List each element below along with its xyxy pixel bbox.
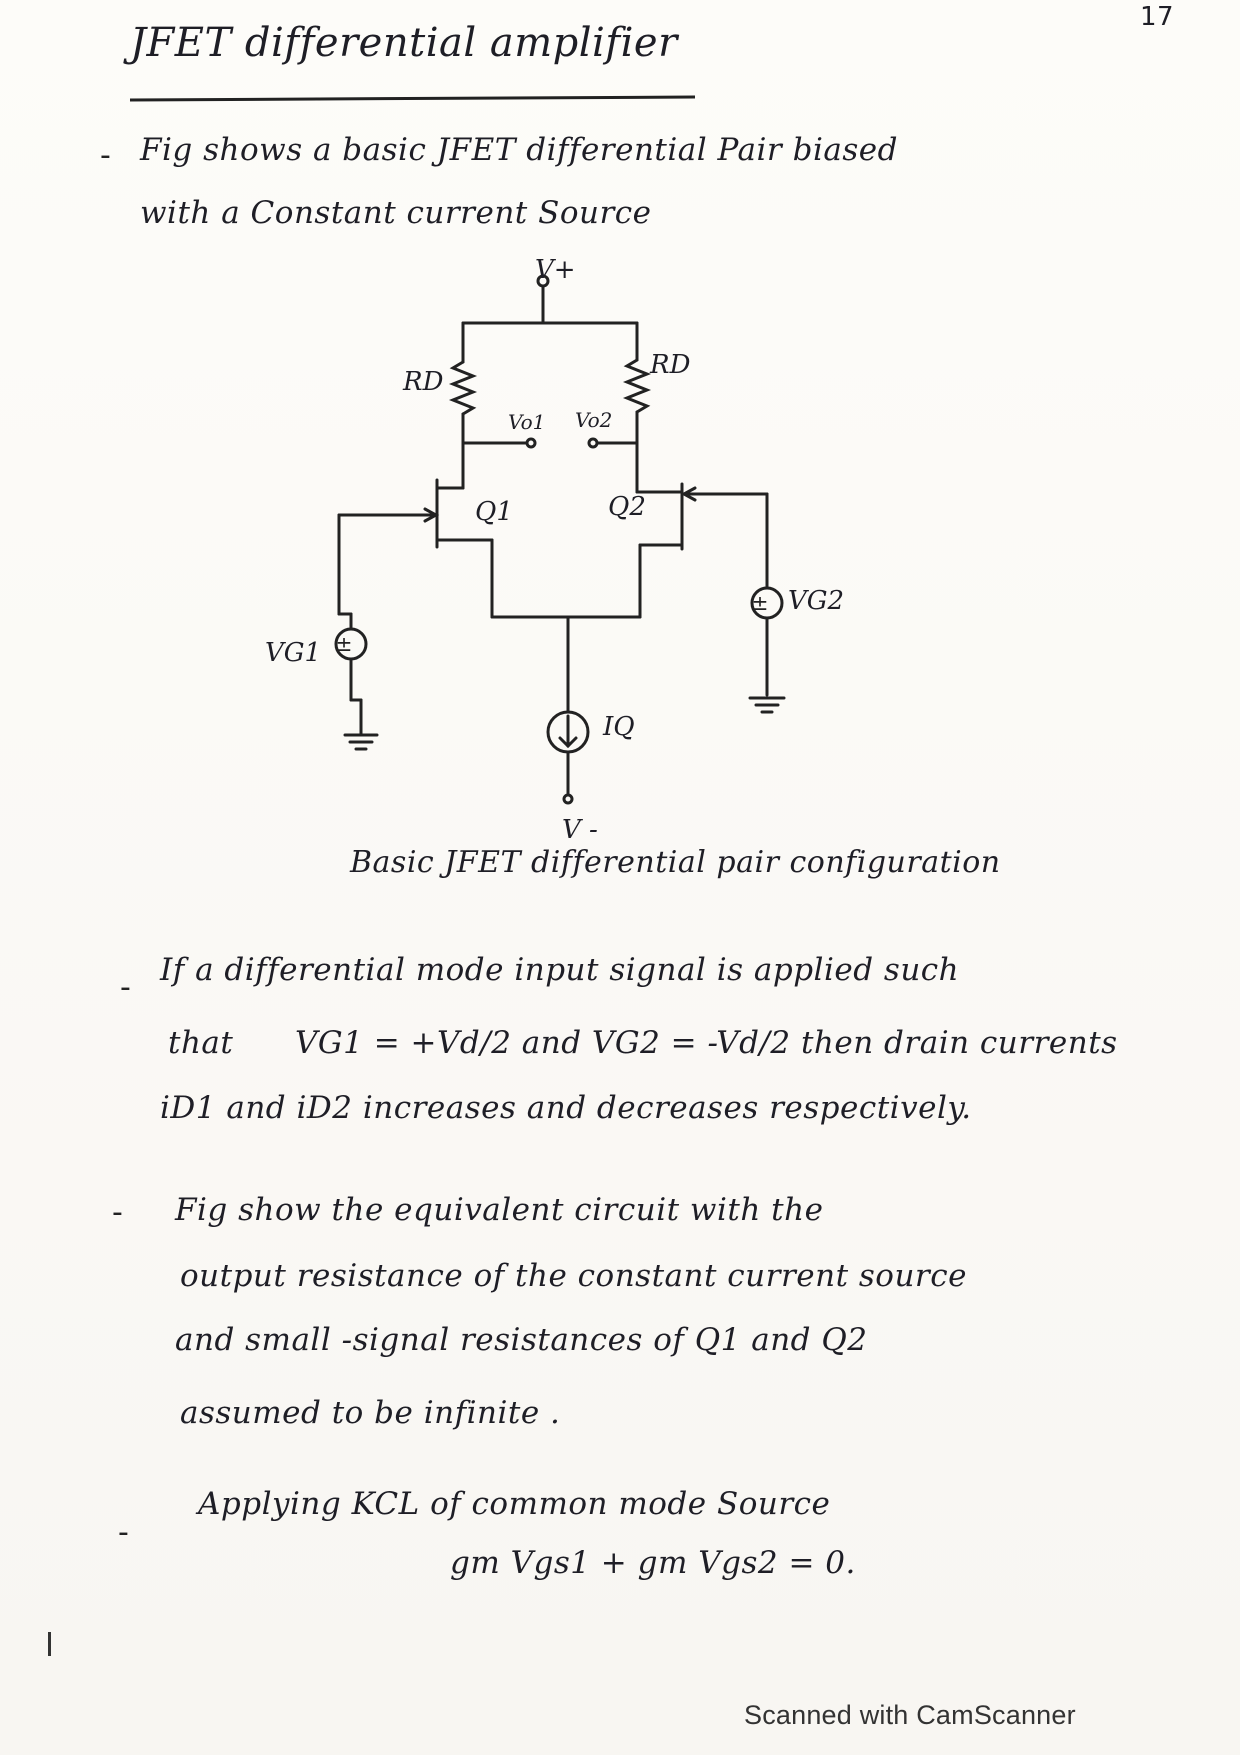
bullet-dash: -	[118, 1515, 129, 1550]
paragraph2-line2b: VG1 = +Vd/2 and VG2 = -Vd/2 then drain currents	[295, 1025, 1118, 1061]
paragraph3-line3: and small -signal resistances of Q1 and Q2	[175, 1322, 868, 1358]
paragraph3-line2: output resistance of the constant current source	[180, 1258, 967, 1294]
paragraph1-line1: Fig shows a basic JFET differential Pair biased	[140, 132, 898, 168]
paragraph3-line4: assumed to be infinite .	[180, 1395, 561, 1431]
rd-right-resistor	[627, 360, 647, 412]
vplus-label: V+	[535, 255, 576, 285]
bullet-dash: -	[100, 138, 111, 173]
vg1-polarity: ±	[335, 632, 353, 656]
page-edge-mark	[48, 1632, 51, 1656]
rd-right-label: RD	[650, 350, 691, 380]
paragraph2-line2a: that	[168, 1025, 234, 1061]
scanner-watermark: Scanned with CamScanner	[744, 1700, 1076, 1730]
rd-left-resistor	[453, 362, 473, 414]
q2-label: Q2	[608, 492, 646, 522]
q1-label: Q1	[475, 497, 513, 527]
page-title: JFET differential amplifier	[130, 20, 678, 66]
paragraph1-line2: with a Constant current Source	[140, 195, 652, 231]
vg1-label: VG1	[265, 638, 322, 668]
page-number: 17	[1140, 2, 1175, 32]
paragraph2-line1: If a differential mode input signal is applied such	[160, 952, 960, 988]
vo1-label: Vo1	[508, 410, 546, 434]
iq-label: IQ	[603, 712, 635, 742]
bullet-dash: -	[112, 1195, 123, 1230]
paragraph3-line1: Fig show the equivalent circuit with the	[175, 1192, 824, 1228]
paragraph2-line3: iD1 and iD2 increases and decreases respectively.	[160, 1090, 972, 1126]
kcl-equation: gm Vgs1 + gm Vgs2 = 0.	[450, 1545, 856, 1581]
vg2-polarity: ±	[751, 591, 769, 615]
rd-left-label: RD	[403, 367, 444, 397]
figure-caption: Basic JFET differential pair configuration	[350, 845, 1001, 880]
bullet-dash: -	[120, 970, 131, 1005]
paragraph4-line1: Applying KCL of common mode Source	[198, 1486, 831, 1522]
vminus-label: V -	[562, 815, 598, 845]
vg2-label: VG2	[788, 586, 845, 616]
vo2-label: Vo2	[575, 408, 613, 432]
